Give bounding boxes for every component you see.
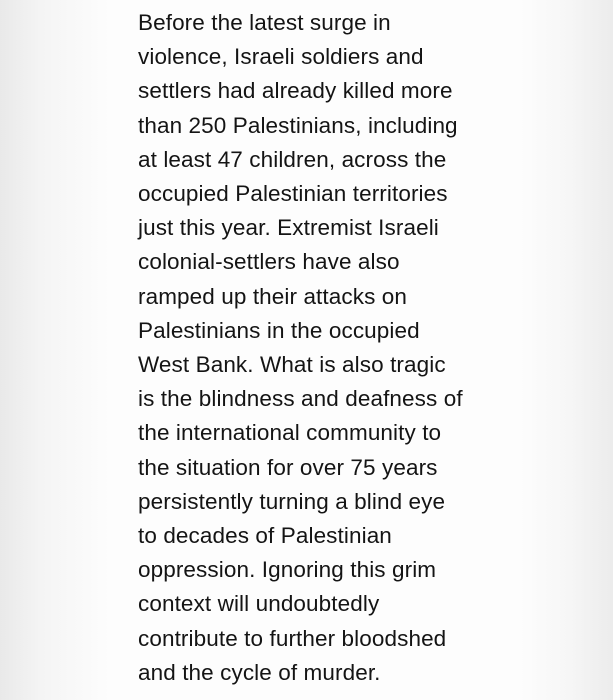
text-line: at least 47 children, across the (138, 146, 447, 172)
text-line: oppression. Ignoring this grim (138, 557, 437, 583)
text-line: context will undoubtedly (138, 591, 380, 617)
text-line: colonial-settlers have also (138, 249, 400, 275)
article-paragraph (138, 6, 588, 690)
text-line: the international community to (138, 420, 442, 446)
text-line: persistently turning a blind eye (138, 488, 446, 514)
text-line: violence, Israeli soldiers and (138, 44, 424, 70)
text-line: Before the latest surge in (138, 10, 391, 35)
text-line: contribute to further bloodshed (138, 625, 447, 651)
text-line: settlers had already killed more (138, 78, 453, 104)
text-line: and the cycle of murder. (138, 659, 381, 685)
text-line: than 250 Palestinians, including (138, 112, 458, 138)
text-line: West Bank. What is also tragic (138, 352, 446, 378)
text-line: to decades of Palestinian (138, 523, 392, 549)
text-line: just this year. Extremist Israeli (138, 215, 439, 241)
text-line: ramped up their attacks on (138, 283, 407, 309)
text-line: occupied Palestinian territories (138, 181, 448, 207)
text-line: is the blindness and deafness of (138, 386, 463, 412)
text-line: the situation for over 75 years (138, 454, 438, 480)
text-line: Palestinians in the occupied (138, 317, 420, 343)
